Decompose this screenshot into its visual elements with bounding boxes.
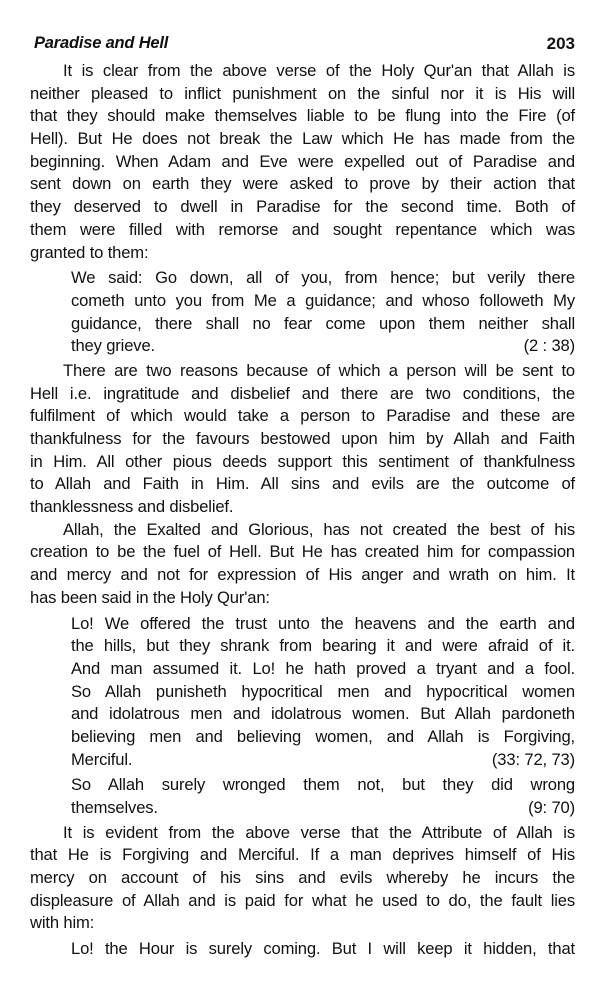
text-line: in Him. All other pious deeds support this sentiment of thankfulness [30,451,575,471]
text-line: that He is Forgiving and Merciful. If a man deprives himself of His [30,845,575,865]
text-line: thanklessness and disbelief. [30,497,234,517]
text-line: beginning. When Adam and Eve were expelled out of Paradise and [30,151,575,171]
page-number: 203 [546,34,575,53]
quran-quote [30,774,575,819]
quote-line: and idolatrous men and idolatrous women. But Allah pardoneth [71,704,575,724]
text-line: with him: [30,913,95,933]
body-paragraph [30,519,575,610]
quote-last-line [71,335,575,358]
text-line: fulfilment of which would take a person to Paradise and these are [30,406,575,426]
text-line: displeasure of Allah and is paid for what he used to do, the fault lies [30,890,575,910]
quote-line: guidance, there shall no fear come upon them neither shall [71,313,575,333]
text-line: granted to them: [30,242,149,262]
text-line: Hell i.e. ingratitude and disbelief and there are two conditions, the [30,383,575,403]
quote-line-end: they grieve. [71,336,155,356]
body-paragraph [30,360,575,519]
quote-last-line [71,797,575,820]
text-line: mercy on account of his sins and evils whereby he incurs the [30,868,575,888]
text-line: There are two reasons because of which a person will be sent to [63,360,575,380]
quote-line-end: themselves. [71,798,158,817]
quote-line: Lo! We offered the trust unto the heavens and the earth and [71,613,575,633]
verse-reference: (33: 72, 73) [491,749,575,769]
quran-quote [30,267,575,358]
body-paragraph [30,822,575,935]
text-line: Allah, the Exalted and Glorious, has not created the best of his [63,519,575,539]
quote-line: We said: Go down, all of you, from hence; but verily there [71,268,575,288]
text-line: It is evident from the above verse that the Attribute of Allah is [63,822,575,842]
text-line: thankfulness for the favours bestowed upon him by Allah and Faith [30,429,575,448]
quran-quote [30,938,575,961]
quote-line: the hills, but they shrank from bearing it and were afraid of it. [71,636,575,656]
quote-line: Lo! the Hour is surely coming. But I will keep it hidden, that [71,939,575,959]
body-paragraph [30,60,575,264]
verse-reference: (9: 70) [528,798,575,817]
quote-line-end: Merciful. [71,749,133,769]
text-line: to Allah and Faith in Him. All sins and evils are the outcome of [30,474,575,494]
text-line: sent down on earth they were asked to prove by their action that [30,174,575,194]
quote-line: So Allah punisheth hypocritical men and hypocritical women [71,681,575,701]
quote-line: So Allah surely wronged them not, but they did wrong [71,775,575,795]
text-line: them were filled with remorse and sought repentance which was [30,219,575,239]
text-line: It is clear from the above verse of the Holy Qur'an that Allah is [63,61,575,80]
verse-reference: (2 : 38) [523,336,575,356]
text-line: neither pleased to inflict punishment on the sinful nor it is His will [30,83,575,103]
text-line: Hell). But He does not break the Law which He has made from the [30,129,575,149]
quran-quote [30,613,575,772]
page-header [30,34,575,60]
text-line: and mercy and not for expression of His anger and wrath on him. It [30,565,575,585]
text-line: that they should make themselves liable to be flung into the Fire (of [30,106,575,126]
text-line: they deserved to dwell in Paradise for the second time. Both of [30,197,575,217]
quote-line: cometh unto you from Me a guidance; and whoso followeth My [71,290,575,310]
text-line: has been said in the Holy Qur'an: [30,587,270,607]
quote-line: And man assumed it. Lo! he hath proved a tryant and a fool. [71,658,575,678]
book-page [30,34,575,963]
text-line: creation to be the fuel of Hell. But He has created him for compassion [30,542,575,562]
quote-line: believing men and believing women, and Allah is Forgiving, [71,726,575,746]
running-title: Paradise and Hell [34,34,169,52]
quote-last-line [71,749,575,772]
